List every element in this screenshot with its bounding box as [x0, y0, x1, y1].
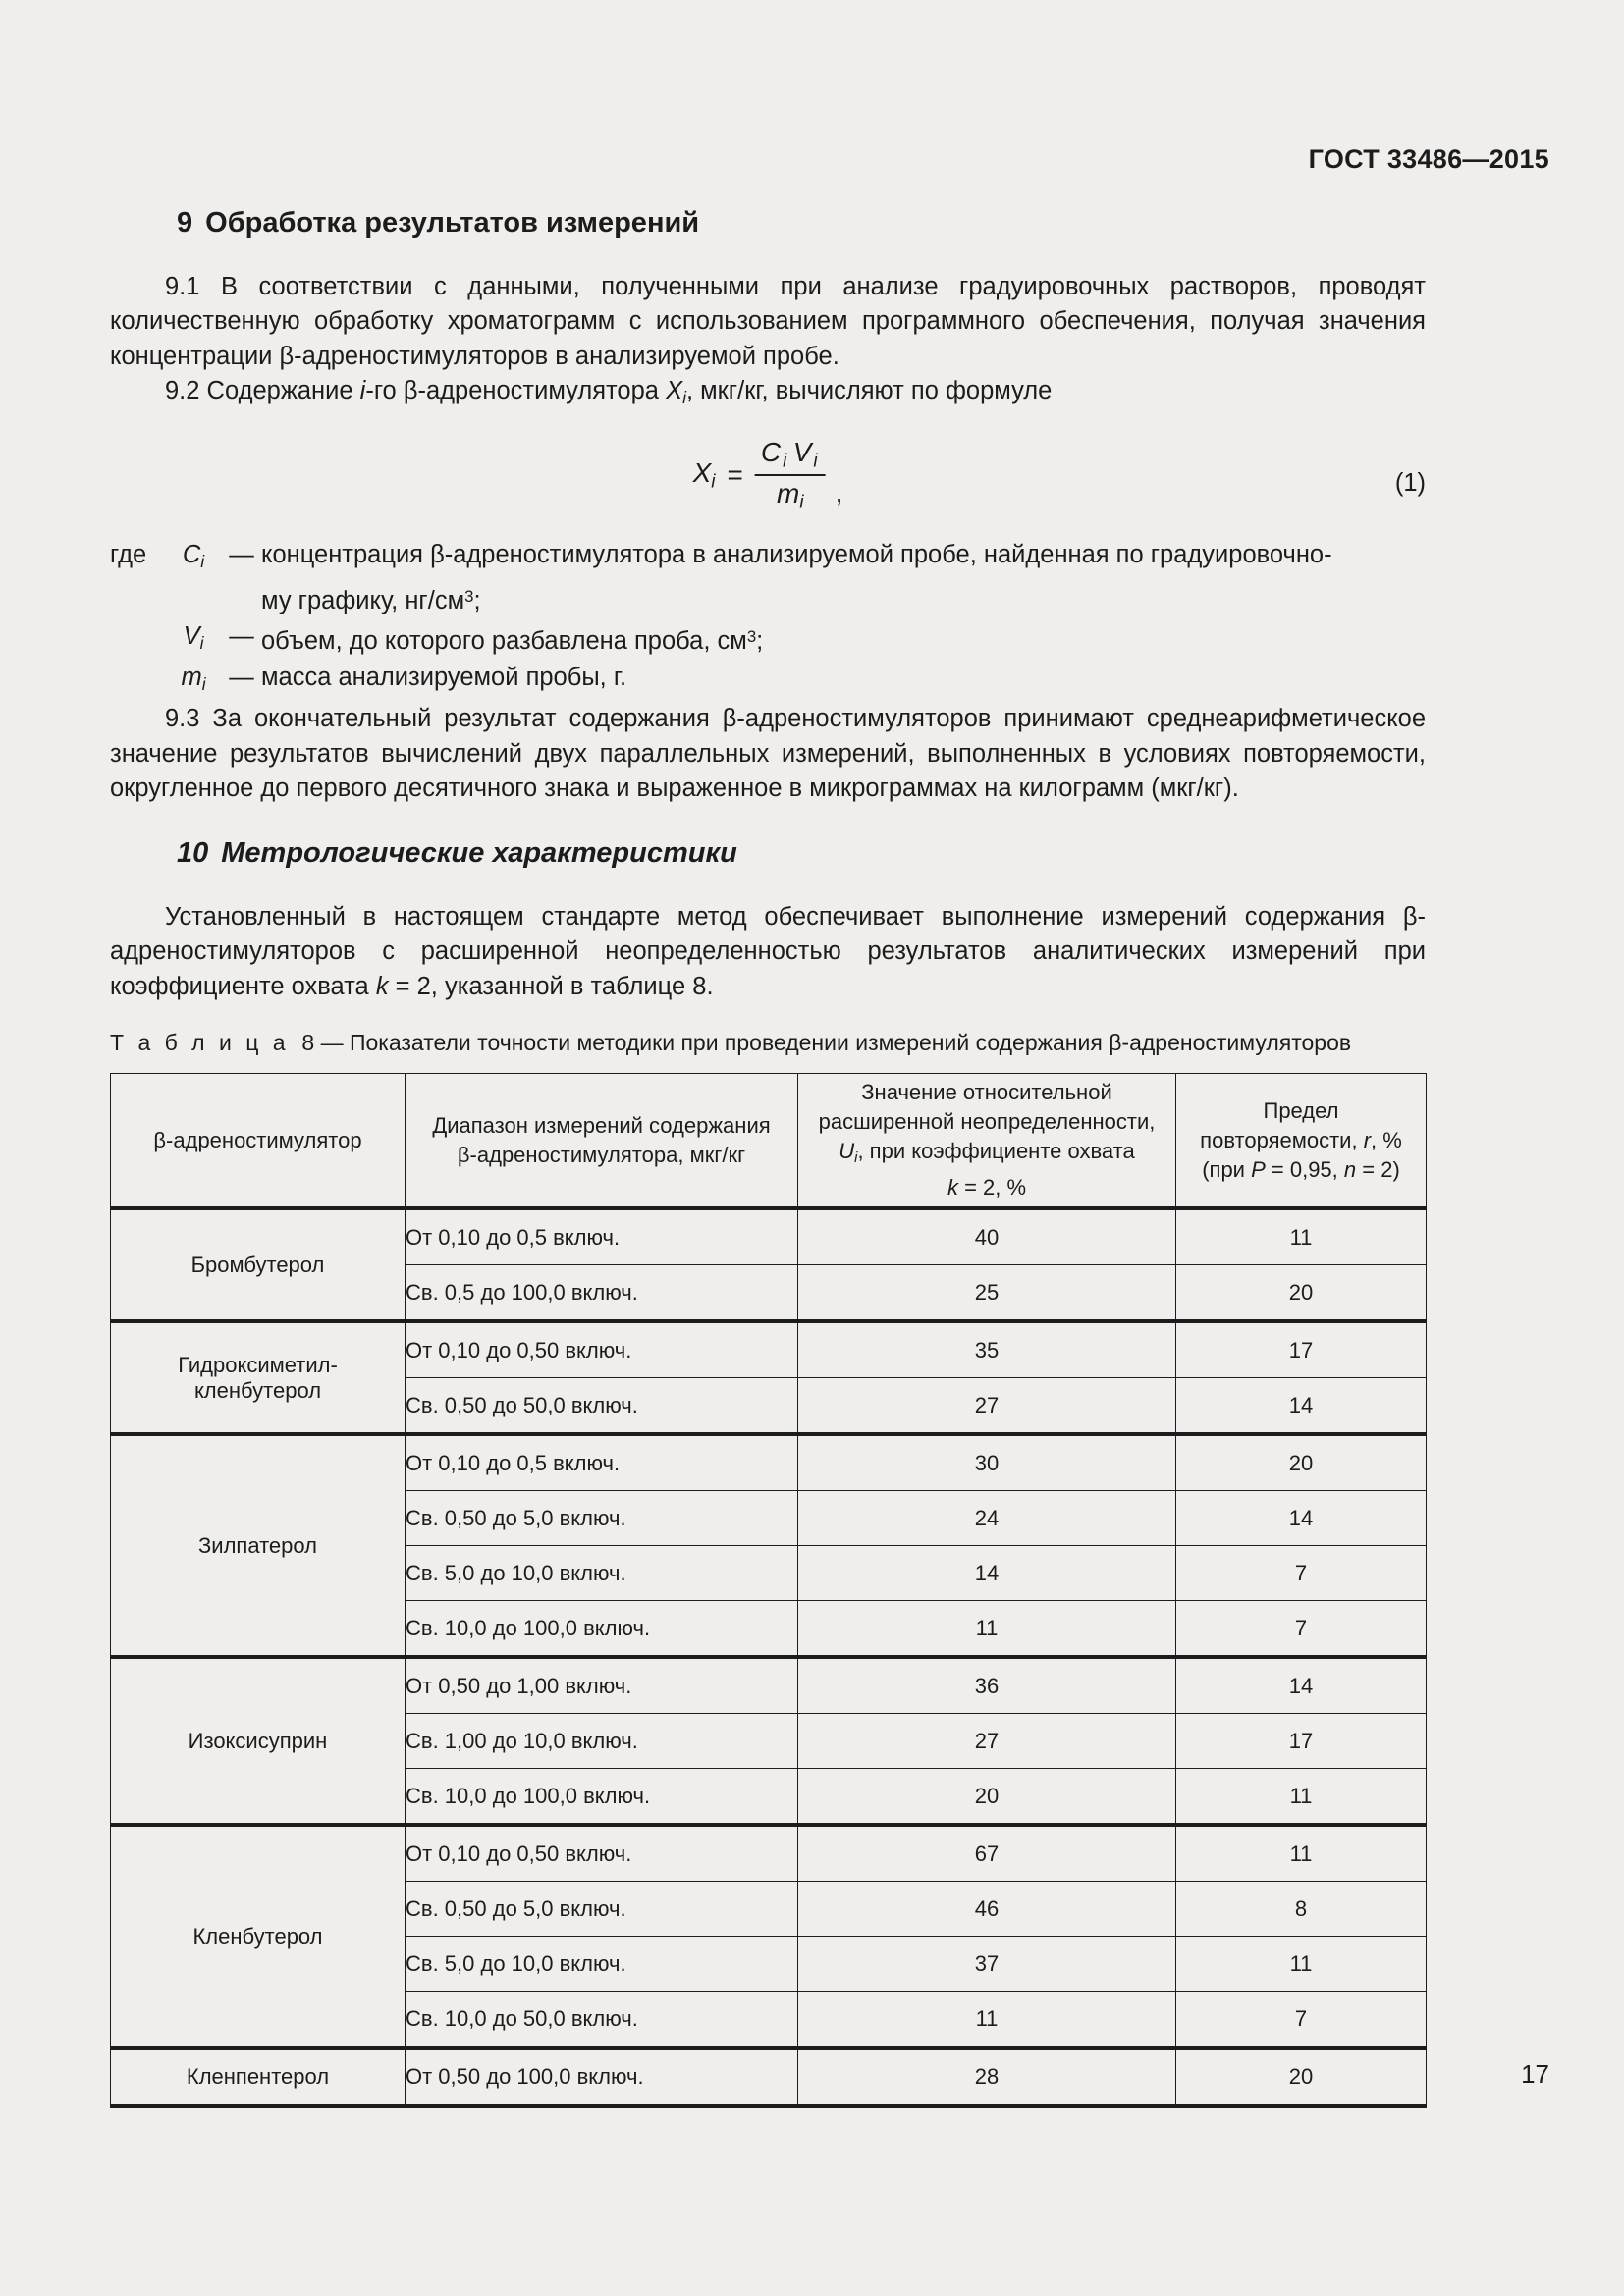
- cell-expanded-uncertainty: 40: [798, 1208, 1176, 1265]
- p92-suffix: , мкг/кг, вычисляют по формуле: [685, 377, 1053, 405]
- column-header-repeatability-line2-post: , %: [1371, 1127, 1402, 1152]
- p92-middle: -го β-адреностимулятора: [365, 377, 667, 405]
- definition-text-C-continuation: [261, 579, 1426, 619]
- definition-text-V: [261, 619, 1426, 660]
- definition-symbol-C-subscript: i: [200, 551, 205, 571]
- formula-lhs-subscript: i: [711, 471, 716, 493]
- cell-repeatability-limit: 7: [1176, 1601, 1427, 1658]
- definition-symbol-C: [165, 538, 222, 579]
- column-header-uncertainty-line2: расширенной неопределенности,: [818, 1109, 1156, 1135]
- page-number: 17: [1521, 2059, 1549, 2089]
- formula-number: (1): [1394, 468, 1426, 497]
- column-header-uncertainty-line1: Значение относительной: [861, 1080, 1112, 1105]
- p92-prefix: 9.2 Содержание: [165, 377, 360, 405]
- column-header-symbol-U: U: [839, 1139, 855, 1164]
- column-header-uncertainty-line4: [806, 1173, 1167, 1202]
- paragraph-10-1-pre: Установленный в настоящем стандарте метод обеспечивает выполнение измерений содержания β-адреностимуляторов с расширенной неопределенностью результатов аналитических измерений при коэффициенте охвата: [110, 902, 1426, 1000]
- cell-measurement-range: Св. 0,50 до 5,0 включ.: [406, 1491, 798, 1546]
- definition-text-V-post: ;: [756, 626, 764, 655]
- definition-dash-C: —: [229, 540, 254, 568]
- definition-symbol-V-letter: V: [183, 621, 200, 650]
- formula-lhs-symbol: X: [692, 456, 712, 488]
- definition-row-C-continuation: [110, 579, 1426, 619]
- table-caption-word: Т а б л и ц а: [110, 1030, 290, 1056]
- cell-measurement-range: От 0,10 до 0,50 включ.: [406, 1825, 798, 1882]
- running-header-standard-number: ГОСТ 33486—2015: [1308, 144, 1549, 174]
- definition-dash-m: —: [229, 663, 254, 691]
- formula-denominator-m: m: [776, 477, 800, 508]
- where-label: где: [110, 540, 147, 568]
- paragraph-10-1: [110, 900, 1426, 1005]
- paragraph-9-1: 9.1 В соответствии с данными, полученными при анализе градуировочных растворов, проводят количественную обработку хроматограмм с использованием программного обеспечения, получая значения концентрации β-адреностимуляторов в анализируемой пробе.: [110, 272, 1426, 370]
- definition-symbol-m: [165, 661, 222, 702]
- cell-measurement-range: От 0,10 до 0,50 включ.: [406, 1321, 798, 1378]
- column-header-symbol-r: r: [1363, 1127, 1372, 1152]
- section-10-number: 10: [177, 836, 209, 869]
- table-8: [110, 1073, 1427, 2108]
- column-header-uncertainty-line3: [806, 1137, 1167, 1173]
- column-header-repeatability-line3: [1184, 1155, 1418, 1185]
- cell-repeatability-limit: 14: [1176, 1378, 1427, 1435]
- column-header-uncertainty: [798, 1074, 1176, 1209]
- p92-symbol-X: X: [666, 377, 683, 405]
- paragraph-9-3: 9.3 За окончательный результат содержания β-адреностимуляторов принимают среднеарифметическое значение результатов вычислений двух параллельных измерений, выполненных в условиях повторяемости, округленное до первого десятичного знака и выраженное в микрограммах на килограмм (мкг/кг).: [110, 705, 1426, 803]
- cell-measurement-range: От 0,10 до 0,5 включ.: [406, 1208, 798, 1265]
- cell-measurement-range: От 0,10 до 0,5 включ.: [406, 1434, 798, 1491]
- cell-measurement-range: Св. 5,0 до 10,0 включ.: [406, 1937, 798, 1992]
- cell-expanded-uncertainty: 27: [798, 1378, 1176, 1435]
- cell-analyte-name: Зилпатерол: [111, 1434, 406, 1657]
- formula-numerator: [755, 438, 826, 474]
- column-header-repeatability-line2: [1184, 1126, 1418, 1155]
- formula-trailing-comma: ,: [835, 477, 843, 508]
- p92-italic-i: i: [359, 377, 366, 405]
- cell-expanded-uncertainty: 20: [798, 1769, 1176, 1826]
- cell-repeatability-limit: 11: [1176, 1937, 1427, 1992]
- cell-analyte-name: Кленбутерол: [111, 1825, 406, 2048]
- definition-symbol-m-subscript: i: [201, 673, 206, 694]
- cell-expanded-uncertainty: 35: [798, 1321, 1176, 1378]
- definition-text-C-cont-post: ;: [473, 587, 481, 615]
- formula-denominator: [771, 476, 810, 512]
- column-header-analyte: β-адреностимулятор: [111, 1074, 406, 1209]
- table-row: [111, 2048, 1427, 2106]
- section-heading-9: [110, 206, 1426, 240]
- formula-equals-sign: =: [727, 458, 743, 490]
- table-row: [111, 1321, 1427, 1378]
- section-10-title: Метрологические характеристики: [221, 836, 737, 869]
- cell-expanded-uncertainty: 36: [798, 1657, 1176, 1714]
- cell-measurement-range: От 0,50 до 1,00 включ.: [406, 1657, 798, 1714]
- cell-repeatability-limit: 20: [1176, 2048, 1427, 2106]
- cell-measurement-range: Св. 10,0 до 50,0 включ.: [406, 1992, 798, 2049]
- cell-expanded-uncertainty: 30: [798, 1434, 1176, 1491]
- column-header-symbol-k: k: [947, 1175, 958, 1201]
- cell-measurement-range: Св. 10,0 до 100,0 включ.: [406, 1601, 798, 1658]
- definition-text-m: масса анализируемой пробы, г.: [261, 663, 627, 691]
- page-content: [110, 206, 1426, 2108]
- table-row: [111, 1825, 1427, 1882]
- definition-text-V-pre: объем, до которого разбавлена проба, см: [261, 626, 747, 655]
- cell-measurement-range: Св. 0,5 до 100,0 включ.: [406, 1265, 798, 1322]
- definition-row-C: [110, 538, 1426, 579]
- definition-dash-V: —: [229, 621, 254, 650]
- table-8-head: [111, 1074, 1427, 1209]
- column-header-repeatability-line1: Предел: [1263, 1097, 1339, 1123]
- formula-numerator-C-subscript: i: [783, 450, 789, 471]
- column-header-repeatability-line3-pre: (при: [1202, 1156, 1252, 1182]
- cell-repeatability-limit: 7: [1176, 1546, 1427, 1601]
- cell-repeatability-limit: 11: [1176, 1208, 1427, 1265]
- cell-expanded-uncertainty: 14: [798, 1546, 1176, 1601]
- column-header-symbol-U-subscript: i: [854, 1149, 858, 1167]
- table-header-row: [111, 1074, 1427, 1209]
- formula-1: [693, 438, 843, 513]
- definition-symbol-V-subscript: i: [199, 632, 204, 653]
- column-header-repeatability: [1176, 1074, 1427, 1209]
- cell-analyte-name-line2: кленбутерол: [193, 1377, 322, 1403]
- cell-expanded-uncertainty: 28: [798, 2048, 1176, 2106]
- cell-repeatability-limit: 20: [1176, 1434, 1427, 1491]
- definition-text-C-cont-superscript: 3: [464, 586, 474, 606]
- cell-repeatability-limit: 11: [1176, 1769, 1427, 1826]
- column-header-uncertainty-line4-rest: = 2, %: [957, 1175, 1027, 1201]
- table-row: [111, 1208, 1427, 1265]
- cell-repeatability-limit: 20: [1176, 1265, 1427, 1322]
- table-8-caption: [110, 1028, 1426, 1057]
- formula-1-row: [110, 430, 1426, 532]
- cell-expanded-uncertainty: 24: [798, 1491, 1176, 1546]
- formula-numerator-V-subscript: i: [813, 450, 820, 471]
- section-9-title: Обработка результатов измерений: [205, 207, 700, 239]
- cell-measurement-range: Св. 5,0 до 10,0 включ.: [406, 1546, 798, 1601]
- column-header-range: [406, 1074, 798, 1209]
- column-header-repeatability-line3-post: = 2): [1356, 1156, 1400, 1182]
- cell-repeatability-limit: 14: [1176, 1657, 1427, 1714]
- column-header-symbol-n: n: [1343, 1156, 1357, 1182]
- definition-symbol-m-letter: m: [181, 663, 202, 691]
- column-header-range-line1: Диапазон измерений содержания: [432, 1112, 771, 1138]
- formula-numerator-V: V: [792, 436, 814, 467]
- formula-numerator-C: C: [760, 436, 784, 467]
- cell-repeatability-limit: 17: [1176, 1714, 1427, 1769]
- cell-analyte-name: Бромбутерол: [111, 1208, 406, 1321]
- cell-repeatability-limit: 11: [1176, 1825, 1427, 1882]
- cell-measurement-range: Св. 1,00 до 10,0 включ.: [406, 1714, 798, 1769]
- cell-expanded-uncertainty: 67: [798, 1825, 1176, 1882]
- table-caption-dash: —: [320, 1030, 344, 1056]
- cell-measurement-range: Св. 0,50 до 50,0 включ.: [406, 1378, 798, 1435]
- cell-repeatability-limit: 7: [1176, 1992, 1427, 2049]
- cell-repeatability-limit: 17: [1176, 1321, 1427, 1378]
- table-caption-text: Показатели точности методики при проведении измерений содержания β-адреностимуляторов: [349, 1030, 1352, 1056]
- cell-expanded-uncertainty: 37: [798, 1937, 1176, 1992]
- cell-expanded-uncertainty: 11: [798, 1992, 1176, 2049]
- cell-measurement-range: От 0,50 до 100,0 включ.: [406, 2048, 798, 2106]
- cell-analyte-name: Кленпентерол: [111, 2048, 406, 2106]
- column-header-repeatability-line3-mid: = 0,95,: [1265, 1156, 1344, 1182]
- cell-analyte-name-line1: Гидроксиметил-: [178, 1352, 338, 1377]
- cell-measurement-range: Св. 0,50 до 5,0 включ.: [406, 1882, 798, 1937]
- column-header-uncertainty-line3-rest: , при коэффициенте охвата: [857, 1139, 1135, 1164]
- cell-measurement-range: Св. 10,0 до 100,0 включ.: [406, 1769, 798, 1826]
- cell-expanded-uncertainty: 11: [798, 1601, 1176, 1658]
- cell-analyte-name: Изоксисуприн: [111, 1657, 406, 1825]
- column-header-symbol-P: P: [1251, 1156, 1266, 1182]
- symbol-definitions-list: [110, 538, 1426, 703]
- column-header-range-line2: β-адреностимулятора, мкг/кг: [457, 1142, 746, 1167]
- cell-expanded-uncertainty: 46: [798, 1882, 1176, 1937]
- section-9-number: 9: [177, 207, 193, 239]
- paragraph-9-2: [110, 374, 1426, 415]
- cell-analyte-name: [111, 1321, 406, 1434]
- formula-fraction: [755, 438, 826, 513]
- table-caption-number: 8: [301, 1030, 315, 1056]
- table-row: [111, 1434, 1427, 1491]
- p92-symbol-X-subscript: i: [682, 388, 686, 408]
- table-row: [111, 1657, 1427, 1714]
- column-header-repeatability-line2-pre: повторяемости,: [1200, 1127, 1364, 1152]
- definition-symbol-V: [165, 619, 222, 661]
- section-heading-10: [110, 836, 1426, 871]
- definition-text-C: концентрация β-адреностимулятора в анализируемой пробе, найденная по градуировочно-: [261, 540, 1332, 568]
- definition-symbol-C-letter: C: [182, 540, 201, 568]
- definition-row-m: [110, 661, 1426, 702]
- table-8-body: [111, 1208, 1427, 2106]
- cell-expanded-uncertainty: 25: [798, 1265, 1176, 1322]
- definition-text-C-cont-pre: му графику, нг/см: [261, 587, 465, 615]
- paragraph-10-1-post: = 2, указанной в таблице 8.: [388, 972, 714, 1000]
- definition-row-V: [110, 619, 1426, 661]
- formula-lhs: [693, 457, 716, 493]
- formula-denominator-m-subscript: i: [799, 492, 804, 513]
- cell-repeatability-limit: 14: [1176, 1491, 1427, 1546]
- cell-expanded-uncertainty: 27: [798, 1714, 1176, 1769]
- cell-repeatability-limit: 8: [1176, 1882, 1427, 1937]
- definition-text-V-superscript: 3: [746, 626, 757, 646]
- paragraph-10-1-symbol-k: k: [375, 972, 389, 1000]
